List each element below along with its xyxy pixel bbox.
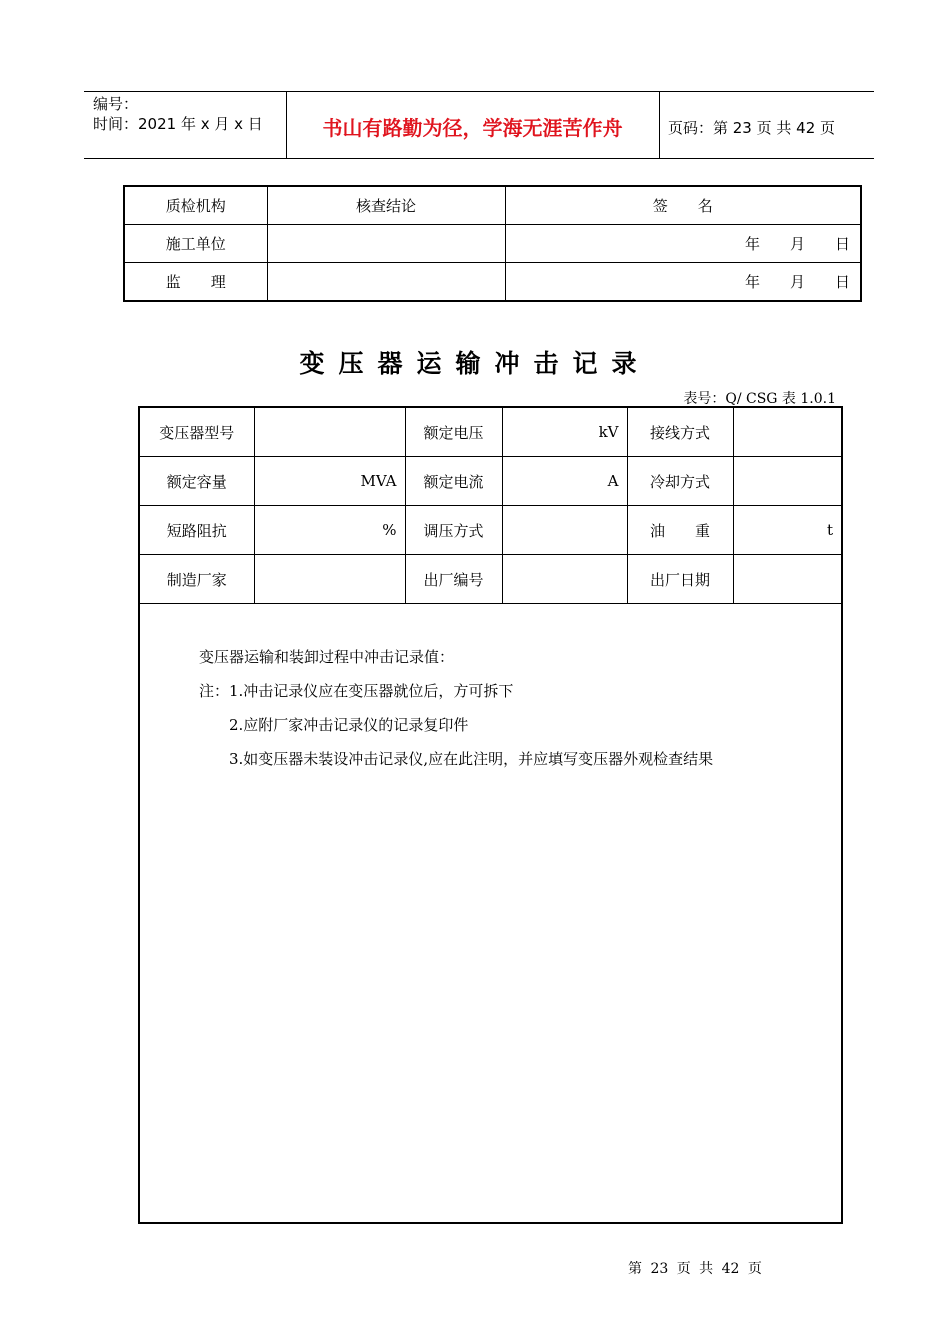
header-number-label: 编号： [93, 95, 139, 113]
label-cell: 额定电流 [405, 457, 502, 506]
header-cell-conclusion: 核查结论 [267, 186, 505, 225]
label-cell: 短路阻抗 [139, 506, 254, 555]
note-2: 2.应附厂家冲击记录仪的记录复印件 [229, 716, 469, 734]
conclusion-cell[interactable] [267, 225, 505, 263]
label-cell: 出厂日期 [627, 555, 733, 604]
value-cell[interactable] [502, 506, 627, 555]
label-cell: 调压方式 [405, 506, 502, 555]
label-cell: 额定电压 [405, 407, 502, 457]
table-row [124, 263, 861, 302]
table-row [139, 506, 842, 555]
value-cell[interactable]: A [502, 457, 627, 506]
table-row [124, 225, 861, 263]
record-intro: 变压器运输和装卸过程中冲击记录值： [199, 648, 455, 666]
date-cell[interactable]: 年 月 日 [505, 225, 861, 263]
value-cell[interactable] [733, 407, 842, 457]
value-cell[interactable] [254, 407, 405, 457]
conclusion-cell[interactable] [267, 263, 505, 302]
header-cell-inspection-org: 质检机构 [124, 186, 267, 225]
label-cell: 出厂编号 [405, 555, 502, 604]
value-cell[interactable]: % [254, 506, 405, 555]
value-cell[interactable] [733, 555, 842, 604]
header-page-info: 页码：第 23 页 共 42 页 [668, 119, 836, 137]
table-row [139, 407, 842, 457]
label-cell: 油 重 [627, 506, 733, 555]
date-cell[interactable]: 年 月 日 [505, 263, 861, 302]
header-divider-right [659, 91, 660, 158]
label-cell: 接线方式 [627, 407, 733, 457]
value-cell[interactable] [733, 457, 842, 506]
value-cell[interactable] [254, 555, 405, 604]
row-label-supervision: 监 理 [124, 263, 267, 302]
header-time-label: 时间：2021 年 x 月 x 日 [93, 115, 263, 133]
table-row [139, 457, 842, 506]
header-top-rule [84, 91, 874, 92]
label-cell: 额定容量 [139, 457, 254, 506]
value-cell[interactable] [502, 555, 627, 604]
header-bottom-rule [84, 158, 874, 159]
page-footer: 第 23 页 共 42 页 [628, 1261, 762, 1277]
value-cell[interactable]: kV [502, 407, 627, 457]
table-row [139, 555, 842, 604]
note-3: 3.如变压器未装设冲击记录仪,应在此注明，并应填写变压器外观检查结果 [229, 750, 714, 768]
signature-table [123, 185, 862, 302]
row-label-construction-unit: 施工单位 [124, 225, 267, 263]
header-cell-signature: 签 名 [505, 186, 861, 225]
form-number: 表号：Q/ CSG 表 1.0.1 [683, 391, 836, 407]
note-1: 注：1.冲击记录仪应在变压器就位后，方可拆下 [199, 682, 514, 700]
label-cell: 制造厂家 [139, 555, 254, 604]
header-motto: 书山有路勤为径，学海无涯苦作舟 [322, 116, 623, 140]
label-cell: 变压器型号 [139, 407, 254, 457]
page-title: 变压器运输冲击记录 [299, 349, 651, 378]
label-cell: 冷却方式 [627, 457, 733, 506]
transformer-spec-table [138, 406, 843, 1224]
value-cell[interactable]: MVA [254, 457, 405, 506]
value-cell[interactable]: t [733, 506, 842, 555]
table-row [124, 186, 861, 225]
